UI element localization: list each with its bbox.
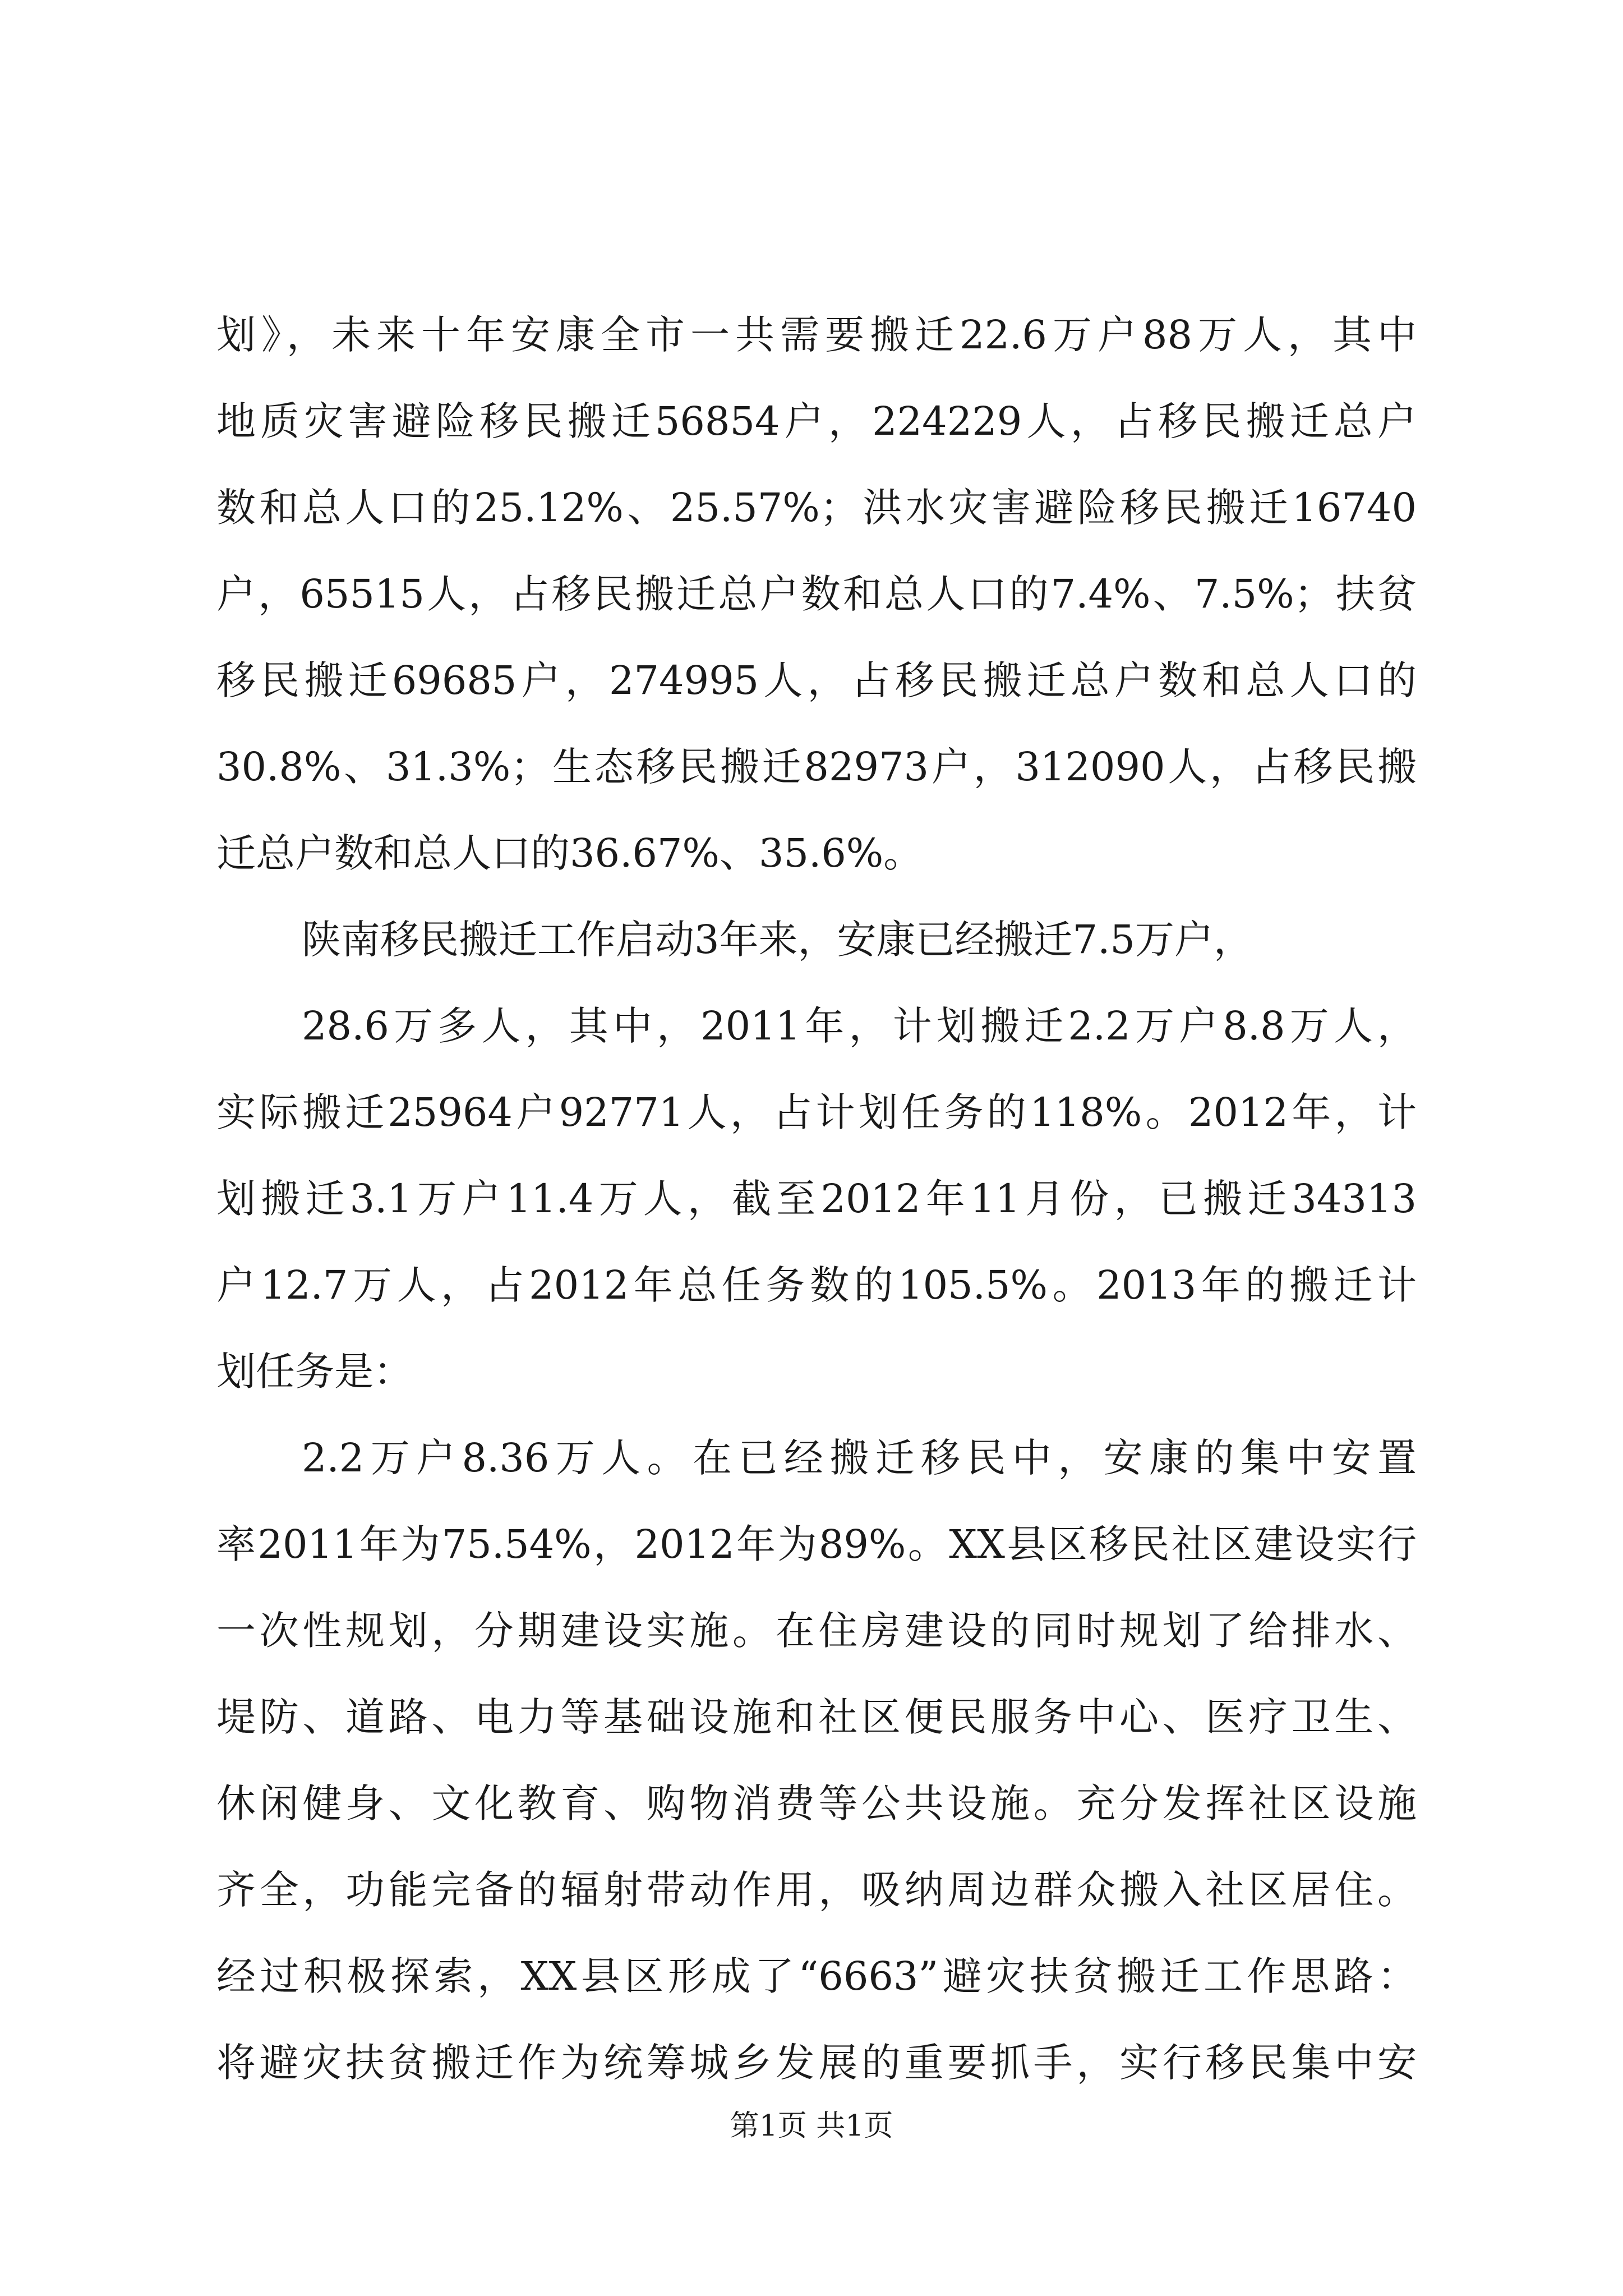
page-number-label: 第1页 共1页 bbox=[730, 2109, 893, 2143]
text-line: 划搬迁3.1万户11.4万人，截至2012年11月份，已搬迁34313 bbox=[216, 1176, 1417, 1222]
text-line: 齐全，功能完备的辐射带动作用，吸纳周边群众搬入社区居住。 bbox=[216, 1867, 1417, 1913]
body-text bbox=[216, 292, 1417, 2106]
text-line: 休闲健身、文化教育、购物消费等公共设施。充分发挥社区设施 bbox=[216, 1780, 1417, 1826]
paragraph-start-line: 2.2万户8.36万人。在已经搬迁移民中，安康的集中安置 bbox=[302, 1435, 1417, 1481]
text-line: 划》，未来十年安康全市一共需要搬迁22.6万户88万人，其中 bbox=[216, 312, 1417, 358]
text-line: 30.8%、31.3%；生态移民搬迁82973户，312090人，占移民搬 bbox=[216, 744, 1417, 790]
text-line: 户12.7万人，占2012年总任务数的105.5%。2013年的搬迁计 bbox=[216, 1262, 1417, 1308]
text-line: 移民搬迁69685户，274995人，占移民搬迁总户数和总人口的 bbox=[216, 657, 1417, 703]
text-line: 一次性规划，分期建设实施。在住房建设的同时规划了给排水、 bbox=[216, 1608, 1417, 1654]
text-line: 率2011年为75.54%，2012年为89%。XX县区移民社区建设实行 bbox=[216, 1521, 1417, 1567]
paragraph-start-line: 28.6万多人，其中，2011年，计划搬迁2.2万户8.8万人， bbox=[302, 1003, 1417, 1049]
text-line: 经过积极探索，XX县区形成了“6663”避灾扶贫搬迁工作思路： bbox=[216, 1953, 1417, 1999]
paragraph-start-line: 陕南移民搬迁工作启动3年来，安康已经搬迁7.5万户， bbox=[302, 917, 1253, 963]
text-line: 将避灾扶贫搬迁作为统筹城乡发展的重要抓手，实行移民集中安 bbox=[216, 2040, 1417, 2086]
text-line: 户，65515人，占移民搬迁总户数和总人口的7.4%、7.5%；扶贫 bbox=[216, 571, 1417, 617]
page-footer bbox=[0, 2104, 1623, 2148]
text-line: 数和总人口的25.12%、25.57%；洪水灾害避险移民搬迁16740 bbox=[216, 485, 1417, 531]
text-line: 实际搬迁25964户92771人，占计划任务的118%。2012年，计 bbox=[216, 1089, 1417, 1135]
text-line: 划任务是： bbox=[216, 1349, 413, 1395]
text-line: 堤防、道路、电力等基础设施和社区便民服务中心、医疗卫生、 bbox=[216, 1694, 1417, 1740]
text-line: 迁总户数和总人口的36.67%、35.6%。 bbox=[216, 830, 923, 876]
text-line: 地质灾害避险移民搬迁56854户，224229人，占移民搬迁总户 bbox=[216, 398, 1417, 444]
